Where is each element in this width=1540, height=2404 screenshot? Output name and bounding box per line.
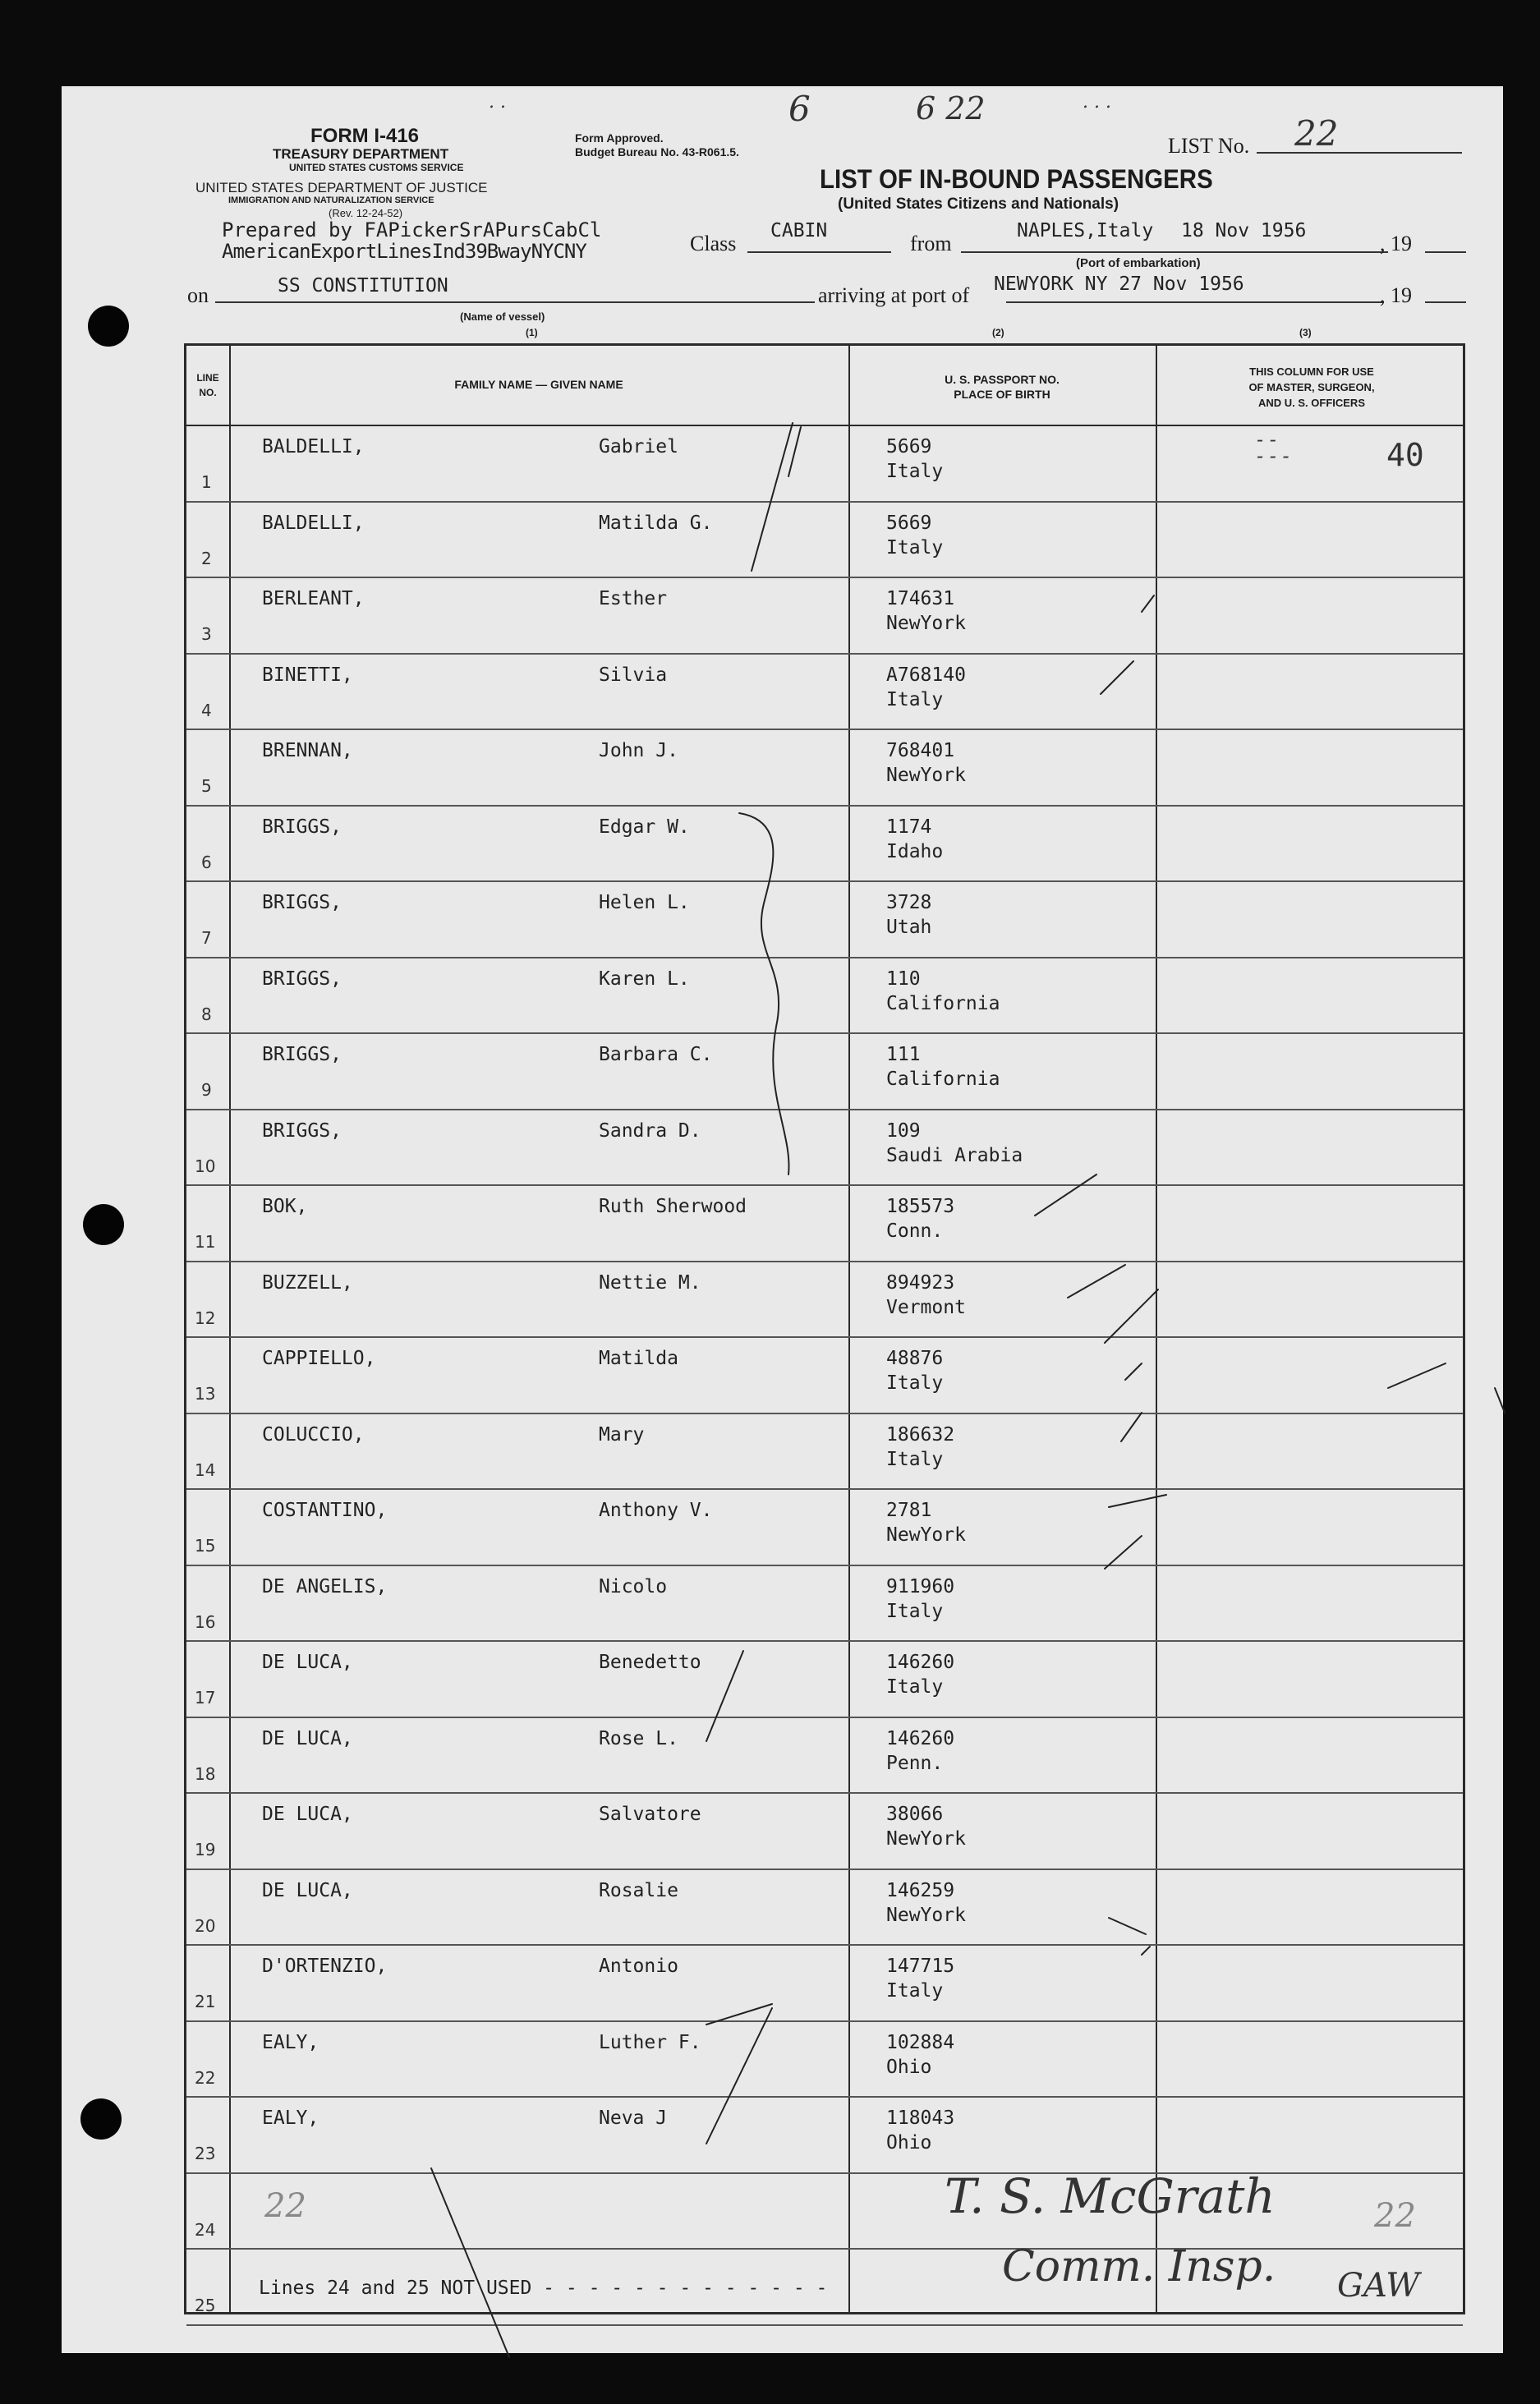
col-1-caption: (1) xyxy=(526,327,538,338)
treasury-department: TREASURY DEPARTMENT xyxy=(273,146,449,162)
line-number: 25 xyxy=(195,2296,216,2315)
line-number: 20 xyxy=(195,1915,216,1936)
place-of-birth: Italy xyxy=(886,1600,944,1622)
officer-initials: GAW xyxy=(1337,2267,1420,2305)
line-number: 23 xyxy=(195,2144,216,2163)
passport-number: 147715 xyxy=(886,1956,955,1977)
family-name: CAPPIELLO, xyxy=(262,1348,376,1369)
family-name: BINETTI, xyxy=(262,664,353,686)
line-number: 9 xyxy=(201,1080,212,1100)
place-of-birth: Italy xyxy=(886,1980,944,2002)
place-of-birth: Penn. xyxy=(886,1752,944,1774)
passport-number: 2781 xyxy=(886,1500,932,1521)
place-of-birth: Italy xyxy=(886,1676,944,1698)
family-name: COLUCCIO, xyxy=(262,1423,365,1446)
arriving-label: arriving at port of xyxy=(818,283,970,307)
passport-number: 48876 xyxy=(886,1348,944,1369)
given-name: Rose L. xyxy=(599,1727,678,1749)
line-number: 4 xyxy=(201,700,212,720)
list-no-value: 22 xyxy=(1294,113,1339,154)
passport-number: 185573 xyxy=(886,1196,955,1217)
passport-number: 111 xyxy=(886,1044,921,1065)
passport-number: 768401 xyxy=(886,740,955,761)
given-name: Neva J xyxy=(599,2108,668,2129)
col-header-officers: THIS COLUMN FOR USE OF MASTER, SURGEON, AND U. S. OFFICERS xyxy=(1248,365,1375,409)
given-name: Sandra D. xyxy=(599,1119,701,1142)
given-name: Karen L. xyxy=(599,968,690,990)
given-name: Matilda G. xyxy=(599,512,713,534)
revision: (Rev. 12-24-52) xyxy=(329,207,403,219)
given-name: Mary xyxy=(599,1423,645,1446)
family-name: BRIGGS, xyxy=(262,816,342,838)
line-number: 19 xyxy=(195,1840,216,1859)
budget-bureau: Budget Bureau No. 43-R061.5. xyxy=(575,145,739,159)
family-name: BOK, xyxy=(262,1196,308,1217)
prepared-by-line2: AmericanExportLinesInd39BwayNYCNY xyxy=(222,240,586,263)
given-name: Edgar W. xyxy=(599,816,690,838)
family-name: D'ORTENZIO, xyxy=(262,1956,388,1977)
handwritten-number-b: 6 22 xyxy=(916,90,986,126)
top-dots: . . . xyxy=(1083,92,1111,113)
place-of-birth: Italy xyxy=(886,1372,944,1394)
family-name: BRIGGS, xyxy=(262,892,342,913)
passport-number: 894923 xyxy=(886,1271,955,1294)
passport-number: 109 xyxy=(886,1119,921,1142)
place-of-birth: Ohio xyxy=(886,2132,932,2153)
vessel-name: SS CONSTITUTION xyxy=(278,275,448,296)
given-name: Rosalie xyxy=(599,1879,678,1901)
line-number: 14 xyxy=(195,1459,216,1480)
list-title: LIST OF IN-BOUND PASSENGERS xyxy=(820,164,1213,194)
class-label: Class xyxy=(690,232,737,255)
line-number: 2 xyxy=(201,548,212,568)
given-name: Ruth Sherwood xyxy=(599,1196,747,1217)
family-name: BRIGGS, xyxy=(262,1044,342,1065)
passport-number: 146260 xyxy=(886,1652,955,1673)
family-name: BRIGGS, xyxy=(262,1119,342,1142)
line-number: 11 xyxy=(195,1232,216,1252)
given-name: Esther xyxy=(599,588,668,609)
handwritten-number-a: 6 xyxy=(788,89,811,129)
form-number: FORM I-416 xyxy=(310,125,420,147)
passport-number: 146259 xyxy=(886,1879,955,1901)
passport-number: 38066 xyxy=(886,1804,944,1825)
passport-number: 911960 xyxy=(886,1575,955,1597)
family-name: EALY, xyxy=(262,2108,319,2129)
place-of-birth: Italy xyxy=(886,461,944,482)
col-3-caption: (3) xyxy=(1299,327,1312,338)
place-of-birth: Conn. xyxy=(886,1220,944,1242)
family-name: DE LUCA, xyxy=(262,1727,353,1749)
line-number: 6 xyxy=(201,852,212,872)
from-label: from xyxy=(910,232,952,255)
top-left-marks: . . xyxy=(489,92,506,113)
on-label: on xyxy=(187,283,209,307)
passport-number: 146260 xyxy=(886,1727,955,1749)
place-of-birth: NewYork xyxy=(886,765,966,786)
line-number: 22 xyxy=(195,2067,216,2088)
family-name: BERLEANT, xyxy=(262,588,365,609)
given-name: Matilda xyxy=(599,1348,678,1369)
line-number: 24 xyxy=(195,2219,216,2240)
not-used-note: Lines 24 and 25 NOT USED - - - - - - - - - - - - - xyxy=(259,2278,828,2299)
passport-number: 3728 xyxy=(886,892,932,913)
passport-number: 1174 xyxy=(886,816,932,838)
place-of-birth: NewYork xyxy=(886,1828,966,1850)
family-name: DE LUCA, xyxy=(262,1879,353,1901)
count-40: 40 xyxy=(1386,437,1424,473)
family-name: DE LUCA, xyxy=(262,1652,353,1673)
line-number: 8 xyxy=(201,1004,212,1024)
family-name: EALY, xyxy=(262,2031,319,2053)
given-name: Helen L. xyxy=(599,892,690,913)
given-name: Silvia xyxy=(599,664,668,686)
given-name: John J. xyxy=(599,740,678,761)
place-of-birth: Italy xyxy=(886,688,944,710)
family-name: BALDELLI, xyxy=(262,436,365,457)
line-number: 18 xyxy=(195,1763,216,1784)
place-of-birth: Italy xyxy=(886,536,944,558)
line-number: 17 xyxy=(195,1688,216,1708)
list-subtitle: (United States Citizens and Nationals) xyxy=(838,195,1119,213)
year-label-1: , 19 xyxy=(1380,232,1412,255)
line-number: 21 xyxy=(195,1992,216,2011)
given-name: Barbara C. xyxy=(599,1044,713,1065)
vessel-caption: (Name of vessel) xyxy=(460,310,545,323)
line-number: 13 xyxy=(195,1384,216,1404)
row24-right-note: 22 xyxy=(1374,2197,1416,2235)
family-name: BRENNAN, xyxy=(262,740,353,761)
family-name: DE ANGELIS, xyxy=(262,1575,388,1597)
prepared-by-line1: Prepared by FAPickerSrAPursCabCl xyxy=(222,218,602,241)
col-2-caption: (2) xyxy=(992,327,1004,338)
passport-number: 5669 xyxy=(886,436,932,457)
line-number: 12 xyxy=(195,1308,216,1328)
dash-marks: - - - - - xyxy=(1257,428,1289,467)
place-of-birth: Saudi Arabia xyxy=(886,1144,1023,1166)
place-of-birth: Utah xyxy=(886,917,932,938)
family-name: BALDELLI, xyxy=(262,512,365,534)
line-number: 1 xyxy=(201,472,212,492)
place-of-birth: California xyxy=(886,1069,1000,1090)
place-of-birth: Vermont xyxy=(886,1296,966,1318)
family-name: BRIGGS, xyxy=(262,968,342,990)
passport-number: 118043 xyxy=(886,2108,955,2129)
passport-number: 102884 xyxy=(886,2031,955,2053)
given-name: Antonio xyxy=(599,1956,678,1977)
passport-number: A768140 xyxy=(886,664,966,686)
passport-number: 110 xyxy=(886,968,921,990)
place-of-birth: Ohio xyxy=(886,2056,932,2078)
given-name: Luther F. xyxy=(599,2031,701,2053)
given-name: Gabriel xyxy=(599,436,678,457)
place-of-birth: NewYork xyxy=(886,1524,966,1546)
officer-signature: T. S. McGrath xyxy=(945,2168,1276,2224)
year-label-2: , 19 xyxy=(1380,283,1412,307)
port-embark-label: (Port of embarkation) xyxy=(1076,256,1201,270)
passport-number: 186632 xyxy=(886,1423,955,1446)
officer-title: Comm. Insp. xyxy=(1002,2242,1276,2291)
place-of-birth: Italy xyxy=(886,1448,944,1470)
place-of-birth: Idaho xyxy=(886,840,944,862)
line-number: 16 xyxy=(195,1611,216,1632)
customs-service: UNITED STATES CUSTOMS SERVICE xyxy=(289,162,464,173)
given-name: Salvatore xyxy=(599,1804,701,1825)
passport-number: 174631 xyxy=(886,588,955,609)
line-number: 3 xyxy=(201,624,212,644)
arrival-port-date: NEWYORK NY 27 Nov 1956 xyxy=(994,273,1244,295)
family-name: BUZZELL, xyxy=(262,1271,353,1294)
line-number: 7 xyxy=(201,928,212,948)
department-justice: UNITED STATES DEPARTMENT OF JUSTICE xyxy=(195,180,488,195)
line-number: 15 xyxy=(195,1536,216,1556)
line-number: 5 xyxy=(201,776,212,796)
line-number: 10 xyxy=(195,1156,216,1176)
given-name: Benedetto xyxy=(599,1652,701,1673)
given-name: Nettie M. xyxy=(599,1271,701,1294)
from-value: NAPLES,Italy xyxy=(1017,220,1154,241)
col-header-line-no: LINE NO. xyxy=(196,372,219,398)
place-of-birth: NewYork xyxy=(886,613,966,634)
class-value: CABIN xyxy=(770,220,828,241)
place-of-birth: NewYork xyxy=(886,1904,966,1926)
given-name: Anthony V. xyxy=(599,1500,713,1521)
col-header-passport: U. S. PASSPORT NO. PLACE OF BIRTH xyxy=(945,373,1060,401)
place-of-birth: California xyxy=(886,992,1000,1014)
family-name: DE LUCA, xyxy=(262,1804,353,1825)
form-approved: Form Approved. xyxy=(575,131,664,145)
immigration-service: IMMIGRATION AND NATURALIZATION SERVICE xyxy=(228,195,434,205)
col-header-name: FAMILY NAME — GIVEN NAME xyxy=(454,378,623,391)
row24-note: 22 xyxy=(264,2187,306,2225)
list-no-label: LIST No. xyxy=(1168,134,1250,158)
passport-number: 5669 xyxy=(886,512,932,534)
embark-date: 18 Nov 1956 xyxy=(1181,220,1307,241)
family-name: COSTANTINO, xyxy=(262,1500,388,1521)
given-name: Nicolo xyxy=(599,1575,668,1597)
